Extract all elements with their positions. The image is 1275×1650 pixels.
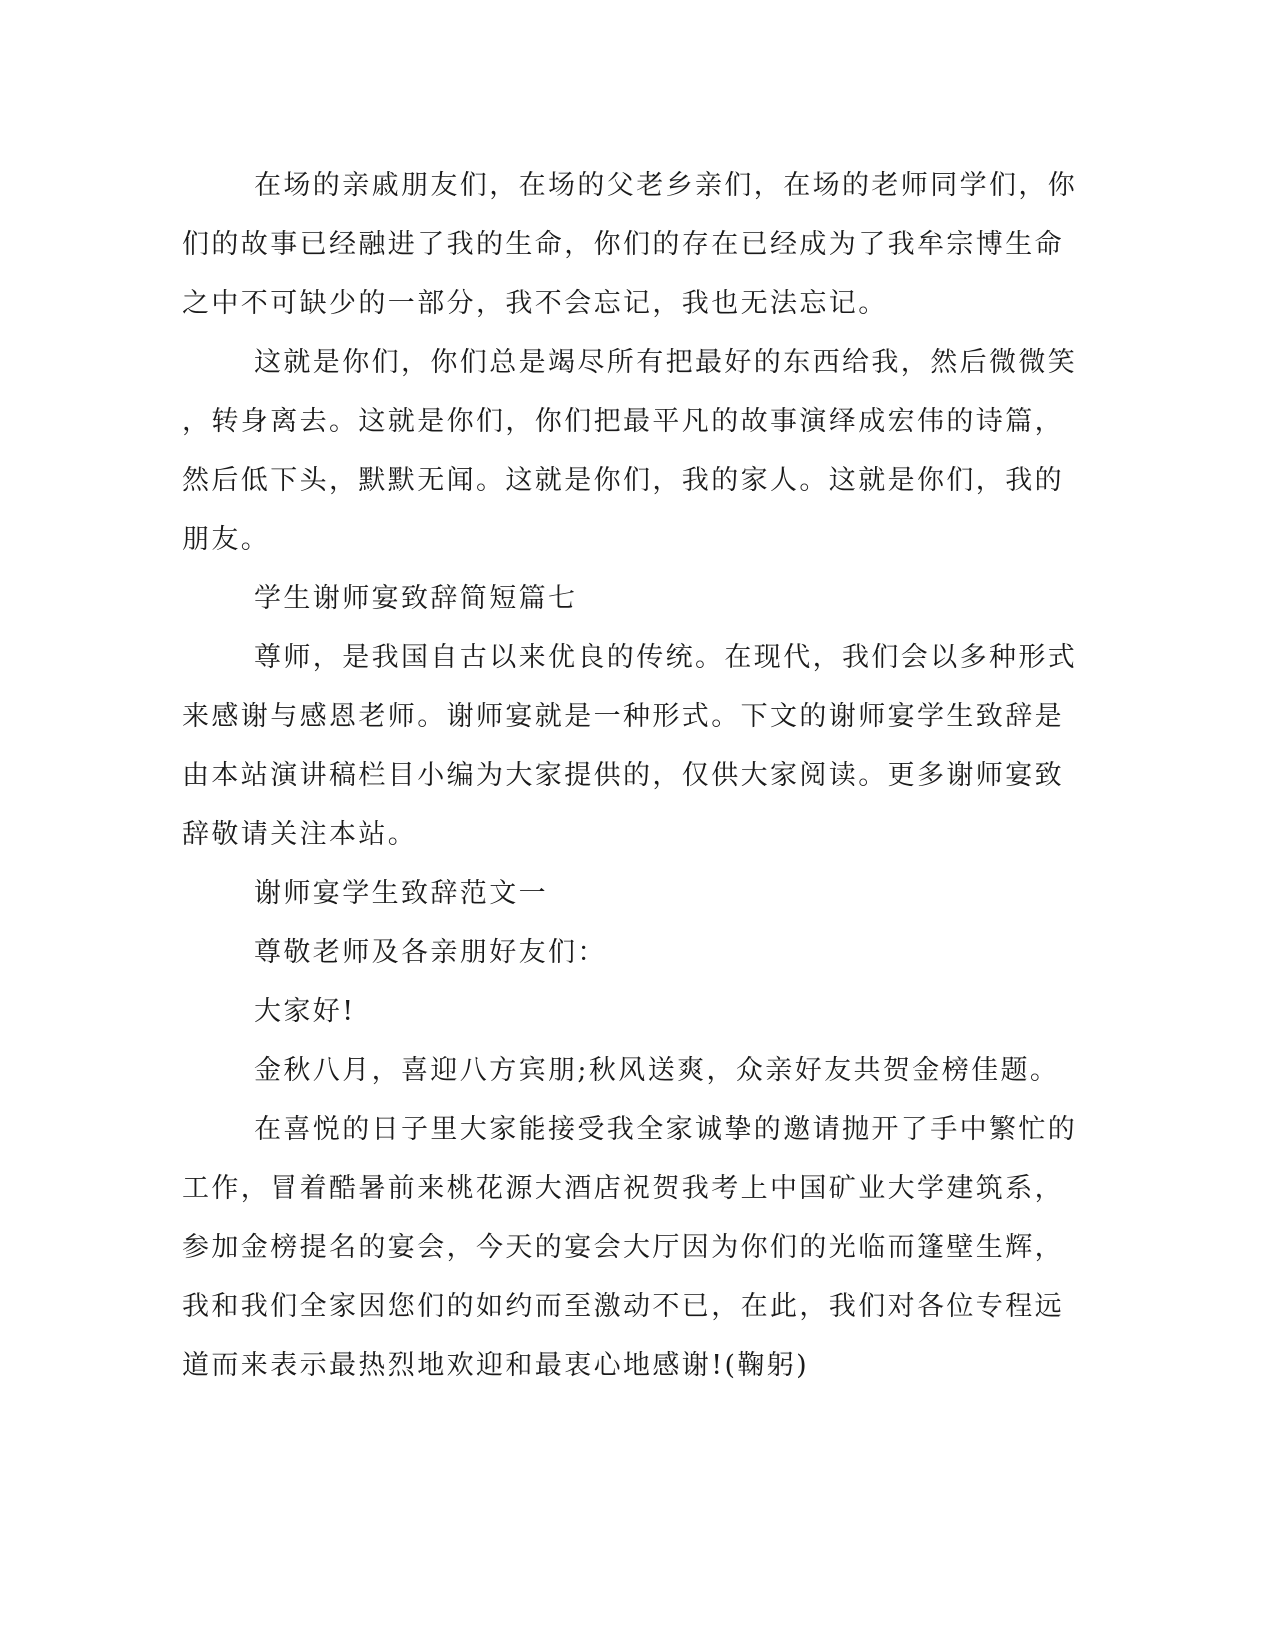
- paragraph-line: 辞敬请关注本站。: [182, 819, 418, 850]
- salutation: [182, 923, 1027, 982]
- paragraph-5: [182, 1100, 1078, 1395]
- greeting: [182, 982, 1027, 1041]
- paragraph-line: 然后低下头，默默无闻。这就是你们，我的家人。这就是你们，我的: [182, 465, 1064, 496]
- paragraph-line: 由本站演讲稿栏目小编为大家提供的，仅供大家阅读。更多谢师宴致: [182, 760, 1064, 791]
- subsection-heading: [182, 864, 1027, 923]
- document-body: [182, 156, 1078, 1395]
- paragraph-2: [182, 333, 1078, 569]
- paragraph-line: 这就是你们，你们总是竭尽所有把最好的东西给我，然后微微笑: [254, 347, 1078, 378]
- paragraph-3: [182, 628, 1078, 864]
- paragraph-line: 大家好!: [254, 996, 356, 1027]
- paragraph-1: [182, 156, 1078, 333]
- section-heading: [182, 569, 1027, 628]
- heading-line: 学生谢师宴致辞简短篇七: [254, 583, 578, 614]
- paragraph-line: 道而来表示最热烈地欢迎和最衷心地感谢!(鞠躬): [182, 1350, 810, 1381]
- paragraph-line: 参加金榜提名的宴会，今天的宴会大厅因为你们的光临而篷壁生辉，: [182, 1232, 1064, 1263]
- paragraph-line: 在喜悦的日子里大家能接受我全家诚挚的邀请抛开了手中繁忙的: [254, 1114, 1078, 1145]
- paragraph-line: 们的故事已经融进了我的生命，你们的存在已经成为了我牟宗博生命: [182, 229, 1064, 260]
- paragraph-line: 之中不可缺少的一部分，我不会忘记，我也无法忘记。: [182, 288, 888, 319]
- paragraph-line: 在场的亲戚朋友们，在场的父老乡亲们，在场的老师同学们，你: [254, 170, 1078, 201]
- paragraph-line: 来感谢与感恩老师。谢师宴就是一种形式。下文的谢师宴学生致辞是: [182, 701, 1064, 732]
- paragraph-line: 工作，冒着酷暑前来桃花源大酒店祝贺我考上中国矿业大学建筑系，: [182, 1173, 1064, 1204]
- paragraph-line: 金秋八月，喜迎八方宾朋;秋风送爽，众亲好友共贺金榜佳题。: [254, 1055, 1060, 1086]
- paragraph-line: ，转身离去。这就是你们，你们把最平凡的故事演绎成宏伟的诗篇，: [182, 406, 1064, 437]
- heading-line: 谢师宴学生致辞范文一: [254, 878, 548, 909]
- paragraph-line: 我和我们全家因您们的如约而至激动不已，在此，我们对各位专程远: [182, 1291, 1064, 1322]
- paragraph-line: 尊师，是我国自古以来优良的传统。在现代，我们会以多种形式: [254, 642, 1078, 673]
- paragraph-line: 朋友。: [182, 524, 271, 555]
- paragraph-4: [182, 1041, 1060, 1100]
- paragraph-line: 尊敬老师及各亲朋好友们：: [254, 937, 607, 968]
